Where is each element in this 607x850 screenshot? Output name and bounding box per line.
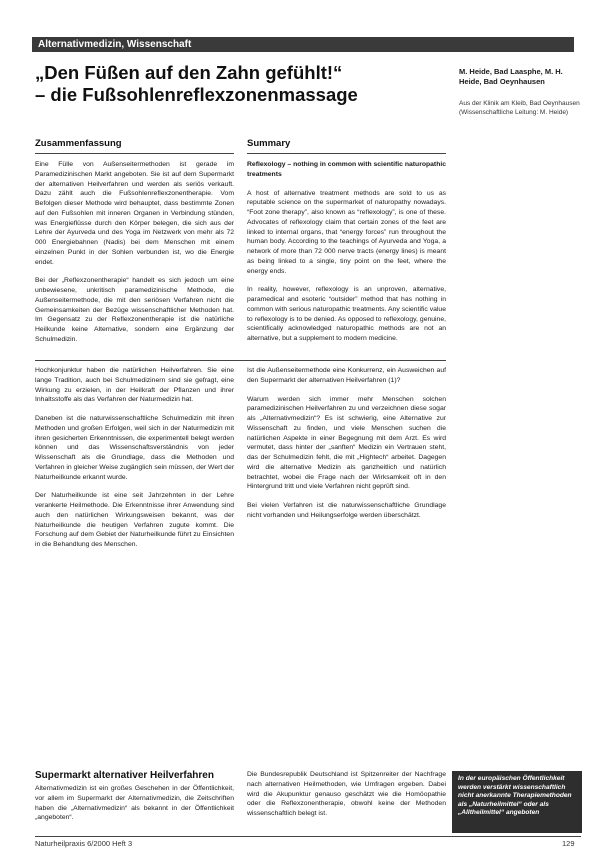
title-line-1: „Den Füßen auf den Zahn gefühlt!“ [35, 62, 343, 83]
body-left [35, 366, 234, 678]
abstract-en-paragraph: A host of alternative treatment methods are sold to us as reputable science on the supermarket of naturopathy nowadays. “Foot zone therapy”, also known as “reflexology”, is one of these. Advocates of reflexology claim that certain zones of the feet are linked to internal organs, that “energy forces” run throughout the human body. According to the teachings of Ayurveda and Yoga, a network of more than 72 000 nerve tracts (energy lines) is meant as being linked to a single, tiny point on the feet, where the energy ends. [247, 189, 446, 275]
authors: M. Heide, Bad Laasphe, M. H. Heide, Bad Oeynhausen [459, 67, 563, 86]
pull-quote-box: In der europäischen Öffentlichkeit werden verstärkt wissenschaftlich nicht anerkannte Therapiemethoden als „Naturheilmittel“ oder als „Alltheilmittel“ angeboten [452, 771, 582, 833]
body-bottom-left [35, 784, 234, 834]
abstract-en-rule [247, 153, 446, 154]
abstract-en-paragraph: In reality, however, reflexology is an unproven, alternative, paramedical and esoteric “outsider” method that has nothing in common with serious naturopathic treatments. Any scientific value to reflexology is to be denied. As opposed to reflexology, genuine, scientifically acknowledged naturopathic methods are not an alternative, but a supplement to modern medicine. [247, 286, 446, 342]
abstract-bottom-rule [35, 360, 446, 361]
footer-journal: Naturheilpraxis 6/2000 Heft 3 [35, 839, 133, 848]
body-paragraph: Warum werden sich immer mehr Menschen solchen paramedizinischen Heilverfahren zu und verzeichnen diese sogar als „Alternativmedizin“? Es ist schwierig, eine Alternative zur Wissenschaft zu finden, und viele Menschen suchen die natürlichen Aspekte in einer Begegnung mit dem Arzt. Es wird vermutet, dass hinter der „sanften“ Medizin ein Vertrauen steht, das der Schulmedizin fehlt, die mit „Hightech“ arbeitet. Dagegen wird die alternative Medizin als ganzheitlich und natürlich betrachtet, wobei die Frage nach der Wirksamkeit oft in den Hintergrund tritt und viele Verfahren nicht geprüft sind. [247, 395, 446, 491]
abstract-de-paragraph: Eine Fülle von Außenseitermethoden ist gerade im Paramedizinischen Markt angeboten. Sie ist auf dem Supermarkt der alternativen Heilverfahren und werden als seriös verkauft. Dazu zählt auch die Fußsohlenreflexzonentherapie. Vom Befolgen dieser Methode wird behauptet, dass bestimmte Zonen auf den Fußsohlen mit inneren Organen in Verbindung stünden, was Energieflüsse durch den Körper belegen, die sich aus der Lehre der Ayurveda und des Yoga im Netzwerk von mehr als 72 000 Energiebahnen (Nadis) bei dem Menschen mit einem einzelnen Punkt in der Sohlen verbunden ist, wo die Energie endet. [35, 161, 234, 266]
body-paragraph: Ist die Außenseitermethode eine Konkurrenz, ein Ausweichen auf den Supermarkt der alternativen Heilverfahren (1)? [247, 367, 446, 384]
body-paragraph: Hochkonjunktur haben die natürlichen Heilverfahren. Sie eine lange Tradition, auch bei Schulmedizinern sind sie gefragt, eine Wirkung zu erzielen, in der Heilkraft der Pflanzen und ihrer Inhaltsstoffe als das Verfahren der Naturmedizin hat. [35, 367, 234, 404]
abstract-en [247, 160, 446, 352]
article-title [35, 62, 435, 106]
abstract-de-heading: Zusammenfassung [35, 138, 122, 149]
section-banner: Alternativmedizin, Wissenschaft [32, 37, 574, 52]
abstract-de-paragraph: Bei der „Reflexzonentherapie“ handelt es sich jedoch um eine unbewiesene, unkritisch paramedizinische Methode, die Außenseitermethode, die mit den seriösen Verfahren nicht die Gemeinsamkeiten der Bezüge wissenschaftlicher Methoden hat. Im Gegensatz zu der Reflexzonentherapie ist die natürliche Heilkunde keine Alternative, sondern eine Ergänzung der Schulmedizin. [35, 277, 234, 343]
body-paragraph: Bei vielen Verfahren ist die naturwissenschaftliche Grundlage nicht vorhanden und Heilungserfolge werden überschätzt. [247, 502, 446, 519]
body-paragraph: Die Bundesrepublik Deutschland ist Spitzenreiter der Nachfrage nach alternativen Heilmethoden, wie Umfragen ergeben. Dabei wird die Akupunktur genauso geschätzt wie die Homöopathie oder die Reflexzonentherapie, obwohl keine der Methoden wissenschaftlich belegt ist. [247, 771, 446, 817]
title-line-2: – die Fußsohlenreflexzonenmassage [35, 84, 358, 105]
body-paragraph: Alternativmedizin ist ein großes Geschehen in der Öffentlichkeit, vor allem im Supermarkt der Alternativmedizin, die Zeitschriften haben die „Alternativmedizin“ als bekannt in der Öffentlichkeit „angeboten“. [35, 785, 234, 822]
abstract-en-heading: Summary [247, 138, 291, 149]
body-paragraph: Der Naturheilkunde ist eine seit Jahrzehnten in der Lehre verankerte Heilmethode. Die Erkenntnisse ihrer Anwendung sind auch den natürlichen Wirkungsweisen bekannt, was der Naturheilkunde die heutigen Verfahren zugute kommt. Die Forschung auf dem Gebiet der Naturheilkunde führt zu Einsichten in die Behandlung des Menschen. [35, 492, 234, 548]
body-bottom-right [247, 770, 446, 834]
section-heading: Supermarkt alternativer Heilverfahren [35, 770, 214, 781]
body-right [247, 366, 446, 756]
abstract-de-rule [35, 153, 234, 154]
abstract-en-subtitle: Reflexology – nothing in common with scientific naturopathic treatments [247, 161, 446, 178]
affiliation: Aus der Klinik am Kleib, Bad Oeynhausen (Wissenschaftliche Leitung: M. Heide) [459, 100, 580, 116]
body-paragraph: Daneben ist die naturwissenschaftliche Schulmedizin mit ihren Methoden und großen Erfolgen, weil sich in der Naturmedizin mit ihren gesicherten Erkenntnissen, die experimentell belegt werden können und das Wissenschaftsverständnis von jeder Wissenschaft als die Grundlage, dass die Methoden und Verfahren in gleicher Weise zugänglich sein müssen, der Wert der Naturheilkunde erkannt wurde. [35, 415, 234, 481]
page-number: 129 [562, 839, 575, 848]
abstract-de [35, 160, 234, 352]
footer-rule [35, 836, 581, 837]
